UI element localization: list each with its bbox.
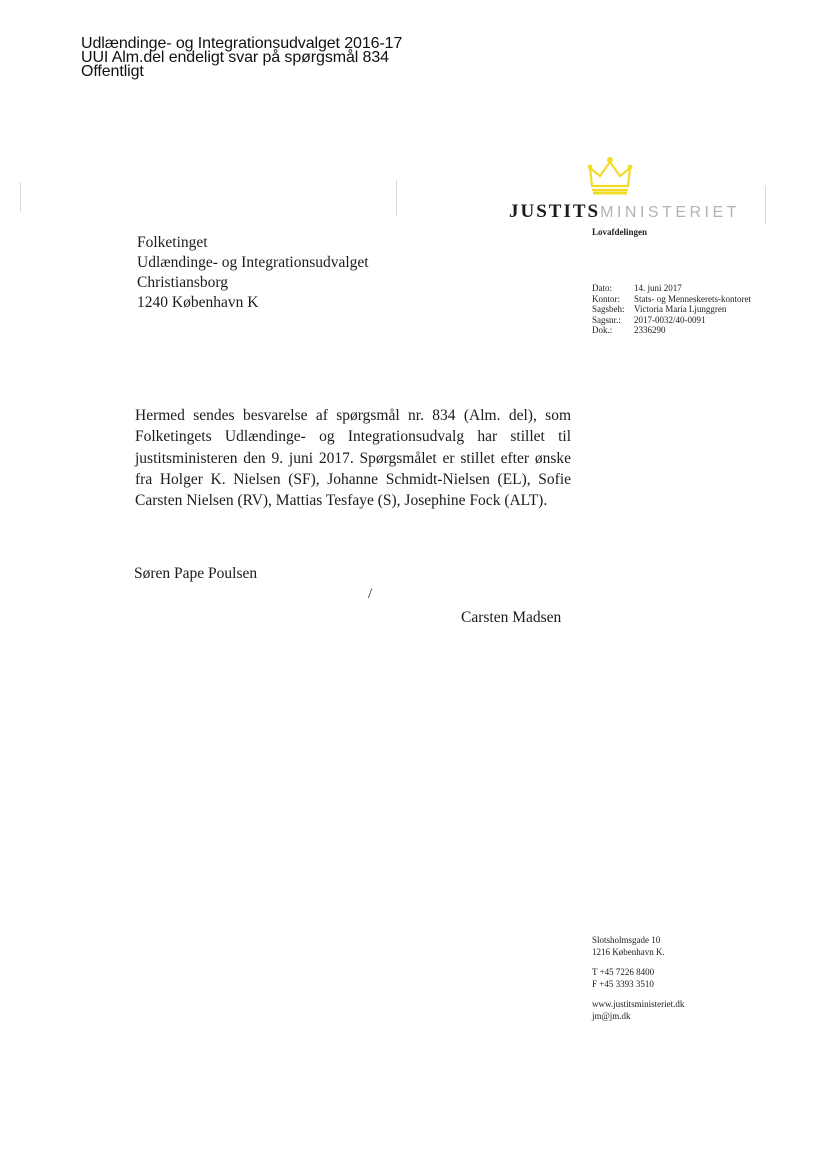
stamp-committee: Udlændinge- og Integrationsudvalget 2016-17	[81, 35, 403, 52]
stamp-classification: Offentligt	[81, 63, 144, 80]
scan-mark	[396, 180, 397, 216]
footer-email-link[interactable]: jm@jm.dk	[592, 1010, 631, 1021]
letter-body: Hermed sendes besvarelse af spørgsmål nr. 834 (Alm. del), som Folketingets Udlændinge- og Integrationsudvalg har stillet til justitsministeren den 9. juni 2017. Spørgsmålet er stillet efter ønske fra Holger K. Nielsen (SF), Johanne Schmidt-Nielsen (EL), Sofie Carsten Nielsen (RV), Mattias Tesfaye (S), Josephine Fock (ALT).	[135, 407, 571, 510]
meta-value: Stats- og Menneskerets-kontoret	[634, 293, 751, 304]
meta-label: Sagsnr.:	[592, 314, 621, 325]
scan-mark	[765, 186, 766, 224]
scan-mark	[20, 182, 21, 212]
logo-light-text: MINISTERIET	[600, 204, 740, 221]
footer-city: 1216 København K.	[592, 946, 665, 957]
meta-row-office	[592, 294, 762, 305]
recipient-line: 1240 København K	[137, 294, 259, 311]
signature-separator: /	[368, 586, 373, 602]
meta-value: Victoria Maria Ljunggren	[634, 304, 727, 314]
meta-value: 14. juni 2017	[634, 283, 682, 293]
footer-fax: F +45 3393 3510	[592, 978, 654, 989]
meta-row-date	[592, 283, 762, 294]
meta-row-handler	[592, 304, 762, 315]
ministry-logo	[509, 201, 740, 223]
document-stamp	[81, 37, 441, 79]
case-metadata	[592, 283, 762, 336]
signature-minister: Søren Pape Poulsen	[134, 565, 258, 582]
meta-label: Sagsbeh:	[592, 304, 625, 314]
meta-label: Kontor:	[592, 293, 620, 304]
recipient-line: Udlændinge- og Integrationsudvalget	[137, 254, 369, 271]
logo-bold-text: JUSTITS	[509, 201, 601, 222]
recipient-line: Folketinget	[137, 234, 208, 251]
recipient-line: Christiansborg	[137, 274, 228, 291]
meta-label: Dok.:	[592, 325, 613, 335]
meta-row-case-number	[592, 315, 762, 326]
stamp-reference: UUI Alm.del endeligt svar på spørgsmål 834	[81, 49, 389, 66]
meta-value: 2336290	[634, 325, 666, 335]
contact-footer	[592, 935, 732, 1022]
department-name: Lovafdelingen	[592, 227, 648, 237]
recipient-address	[137, 233, 369, 313]
meta-label: Dato:	[592, 283, 612, 293]
meta-row-document	[592, 325, 762, 336]
signature-official: Carsten Madsen	[461, 609, 562, 626]
crown-icon	[586, 156, 634, 196]
footer-street: Slotsholmsgade 10	[592, 935, 661, 945]
footer-phone: T +45 7226 8400	[592, 967, 655, 977]
footer-website-link[interactable]: www.justitsministeriet.dk	[592, 999, 685, 1009]
meta-value: 2017-0032/40-0091	[634, 314, 706, 325]
